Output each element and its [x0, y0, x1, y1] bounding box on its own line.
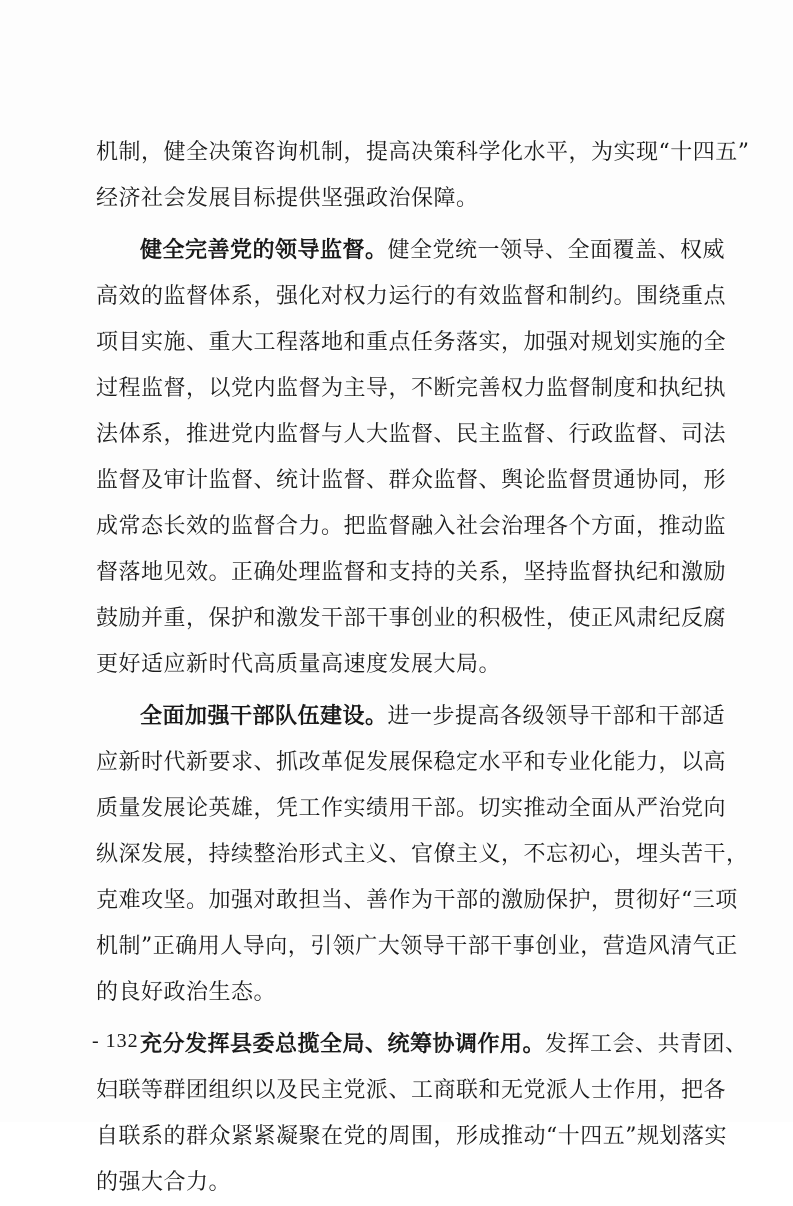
text-line: 督落地见效。正确处理监督和支持的关系，坚持监督执纪和激励	[96, 560, 727, 585]
text-line: 妇联等群团组织以及民主党派、工商联和无党派人士作用，把各	[96, 1078, 727, 1103]
text-line: 自联系的群众紧紧凝聚在党的周围，形成推动“十四五”规划落实	[96, 1124, 727, 1149]
page-number: - 132 -	[92, 1030, 153, 1052]
text-run: 进一步提高各级领导干部和干部适	[387, 704, 726, 729]
paragraph-heading: 健全完善党的领导监督。	[140, 238, 388, 263]
body-text	[96, 130, 750, 1206]
text-line: 项目实施、重大工程落地和重点任务落实，加强对规划实施的全	[96, 330, 727, 355]
text-line: 经济社会发展目标提供坚强政治保障。	[96, 186, 479, 211]
text-line: 克难攻坚。加强对敢担当、善作为干部的激励保护，贯彻好“三项	[96, 888, 738, 913]
text-line: 纵深发展，持续整治形式主义、官僚主义，不忘初心，埋头苦干，	[96, 842, 749, 867]
text-line: 的强大合力。	[96, 1170, 232, 1195]
text-line: 过程监督，以党内监督为主导，不断完善权力监督制度和执纪执	[96, 376, 727, 401]
text-run: 发挥工会、共青团、	[545, 1032, 748, 1057]
text-line: 机制”正确用人导向，引领广大领导干部干事创业，营造风清气正	[96, 934, 738, 959]
text-line: 监督及审计监督、统计监督、群众监督、舆论监督贯通协同，形	[96, 468, 727, 493]
paragraph-first-line	[96, 228, 726, 274]
paragraph-heading: 全面加强干部队伍建设。	[140, 704, 388, 729]
paragraph-first-line	[96, 1022, 748, 1068]
text-line: 高效的监督体系，强化对权力运行的有效监督和制约。围绕重点	[96, 284, 727, 309]
text-line: 法体系，推进党内监督与人大监督、民主监督、行政监督、司法	[96, 422, 727, 447]
paragraph-heading: 充分发挥县委总揽全局、统筹协调作用。	[140, 1032, 546, 1057]
paragraph-first-line	[96, 694, 726, 740]
text-line: 的良好政治生态。	[96, 980, 277, 1005]
text-run: 健全党统一领导、全面覆盖、权威	[387, 238, 726, 263]
text-line: 应新时代新要求、抓改革促发展保稳定水平和专业化能力，以高	[96, 750, 727, 775]
text-line: 机制，健全决策咨询机制，提高决策科学化水平，为实现“十四五”	[96, 140, 750, 165]
text-line: 鼓励并重，保护和激发干部干事创业的积极性，使正风肃纪反腐	[96, 606, 727, 631]
text-line: 质量发展论英雄，凭工作实绩用干部。切实推动全面从严治党向	[96, 796, 727, 821]
text-line: 成常态长效的监督合力。把监督融入社会治理各个方面，推动监	[96, 514, 727, 539]
text-line: 更好适应新时代高质量高速度发展大局。	[96, 652, 502, 677]
